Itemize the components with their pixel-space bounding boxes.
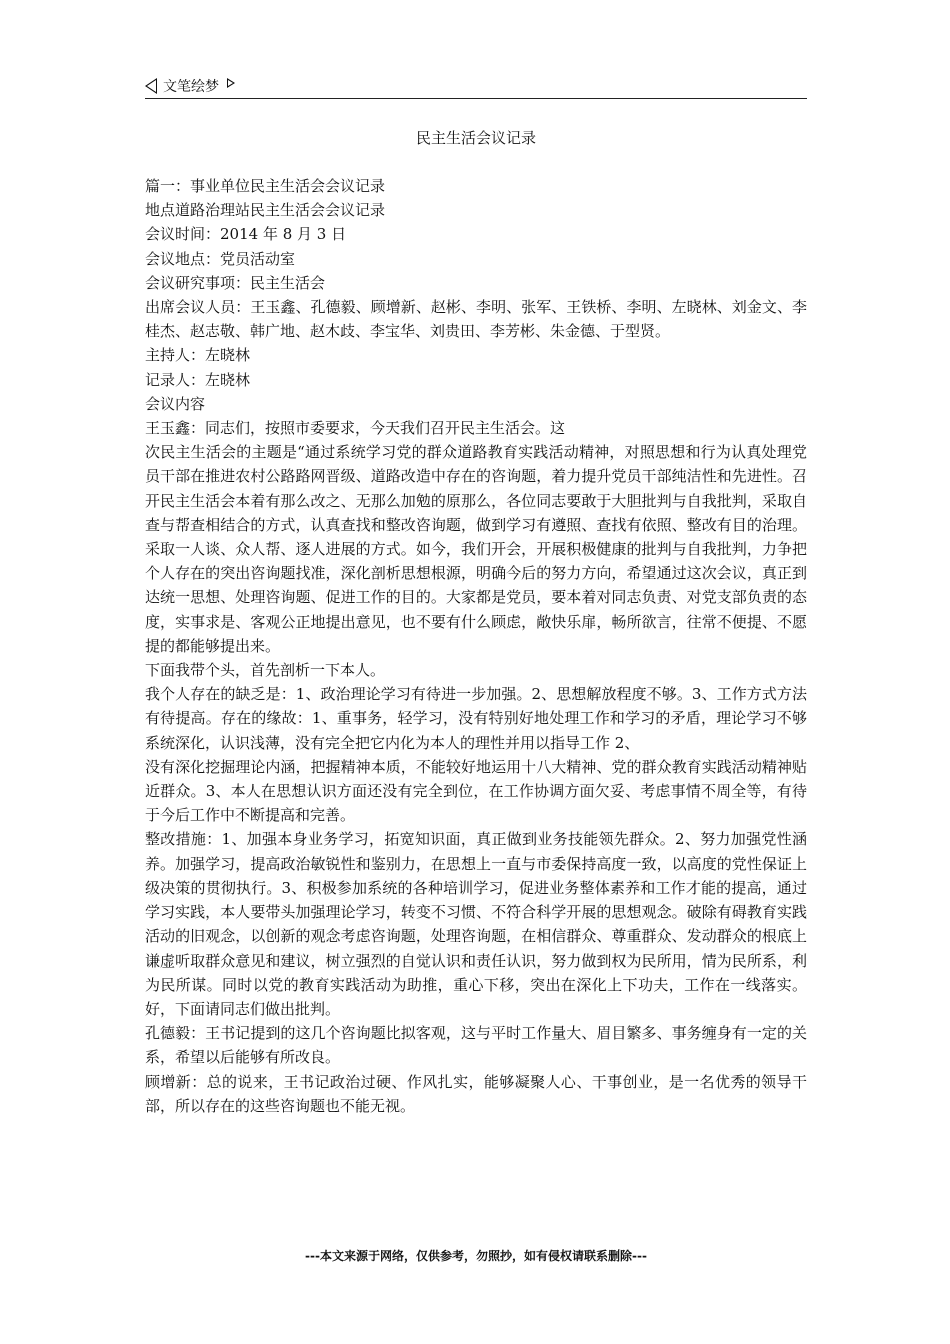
- paragraph: 地点道路治理站民主生活会会议记录: [145, 201, 386, 220]
- paragraph: 篇一：事业单位民主生活会会议记录: [145, 177, 386, 195]
- footer-disclaimer: ---本文来源于网络，仅供参考，勿照抄，如有侵权请联系删除---: [305, 1249, 647, 1263]
- paragraph: 次民主生活会的主题是“通过系统学习党的群众道路教育实践活动精神，对照思想和行为认真处理党员干部在推进农村公路路网晋级、道路改造中存在的咨询题，着力提升党员干部纯洁性和先进性。召开民主生活会本着有那么改之、无那么加勉的原那么，各位同志要敢于大胆批判与自我批判，采取自查与帮查相结合的方式，认真查找和整改咨询题，做到学习有遵照、查找有依照、整改有目的治理。采取一人谈、众人帮、逐人进展的方式。如今，我们开会，开展积极健康的批判与自我批判，力争把个人存在的突出咨询题找准，深化剖析思想根源，明确今后的努力方向，希望通过这次会议，真正到达统一思想、处理咨询题、促进工作的目的。大家都是党员，要本着对同志负责、对党支部负责的态度，实事求是、客观公正地提出意见，也不要有什么顾虑，敞快乐扉，畅所欲言，往常不便提、不愿提的都能够提出来。: [145, 443, 807, 655]
- page-header: [145, 74, 807, 99]
- paragraph: 出席会议人员：王玉鑫、孔德毅、顾增新、赵彬、李明、张军、王铁桥、李明、左晓林、刘金文、李桂杰、赵志敬、韩广地、赵木歧、李宝华、刘贵田、李芳彬、朱金德、于型贤。: [145, 298, 807, 341]
- document-body: [145, 174, 807, 1118]
- paragraph: 孔德毅：王书记提到的这几个咨询题比拟客观，这与平时工作量大、眉目繁多、事务缠身有一定的关系，希望以后能够有所改良。: [145, 1024, 807, 1067]
- document-title: 民主生活会议记录: [415, 129, 536, 147]
- paragraph: 下面我带个头，首先剖析一下本人。: [145, 661, 386, 680]
- paragraph: 王玉鑫：同志们，按照市委要求，今天我们召开民主生活会。这: [145, 419, 566, 438]
- triangle-right-icon: [227, 78, 235, 88]
- paragraph: 会议地点：党员活动室: [145, 249, 296, 268]
- paragraph: 会议内容: [145, 394, 206, 413]
- paragraph: 会议研究事项：民主生活会: [145, 273, 326, 292]
- paragraph: 整改措施：1、加强本身业务学习，拓宽知识面，真正做到业务技能领先群众。2、努力加强党性涵养。加强学习，提高政治敏锐性和鉴别力，在思想上一直与市委保持高度一致，以高度的党性保证上级决策的贯彻执行。3、积极参加系统的各种培训学习，促进业务整体素养和工作才能的提高，通过学习实践，本人要带头加强理论学习，转变不习惯、不符合科学开展的思想观念。破除有碍教育实践活动的旧观念，以创新的观念考虑咨询题，处理咨询题，在相信群众、尊重群众、发动群众的根底上谦虚听取群众意见和建议，树立强烈的自觉认识和责任认识，努力做到权为民所用，情为民所系，利为民所谋。同时以党的教育实践活动为助推，重心下移，突出在深化上下功夫，工作在一线落实。好，下面请同志们做出批判。: [145, 830, 807, 1018]
- paragraph: 会议时间：2014 年 8 月 3 日: [145, 225, 347, 244]
- brand: [145, 76, 235, 96]
- paragraph: 我个人存在的缺乏是：1、政治理论学习有待进一步加强。2、思想解放程度不够。3、工作方式方法有待提高。存在的缘故：1、重事务，轻学习，没有特别好地处理工作和学习的矛盾，理论学习不够系统深化，认识浅薄，没有完全把它内化为本人的理性并用以指导工作 2、: [145, 685, 807, 752]
- paragraph: 主持人：左晓林: [145, 346, 251, 365]
- paragraph: 没有深化挖掘理论内涵，把握精神本质，不能较好地运用十八大精神、党的群众教育实践活动精神贴近群众。3、本人在思想认识方面还没有完全到位，在工作协调方面欠妥、考虑事情不周全等，有待于今后工作中不断提高和完善。: [145, 757, 807, 825]
- brand-name: 文笔绘梦: [163, 79, 219, 95]
- paragraph: 顾增新：总的说来，王书记政治过硬、作风扎实，能够凝聚人心、干事创业，是一名优秀的领导干部，所以存在的这些咨询题也不能无视。: [145, 1072, 807, 1115]
- paragraph: 记录人：左晓林: [145, 370, 251, 389]
- triangle-left-icon: [145, 78, 157, 94]
